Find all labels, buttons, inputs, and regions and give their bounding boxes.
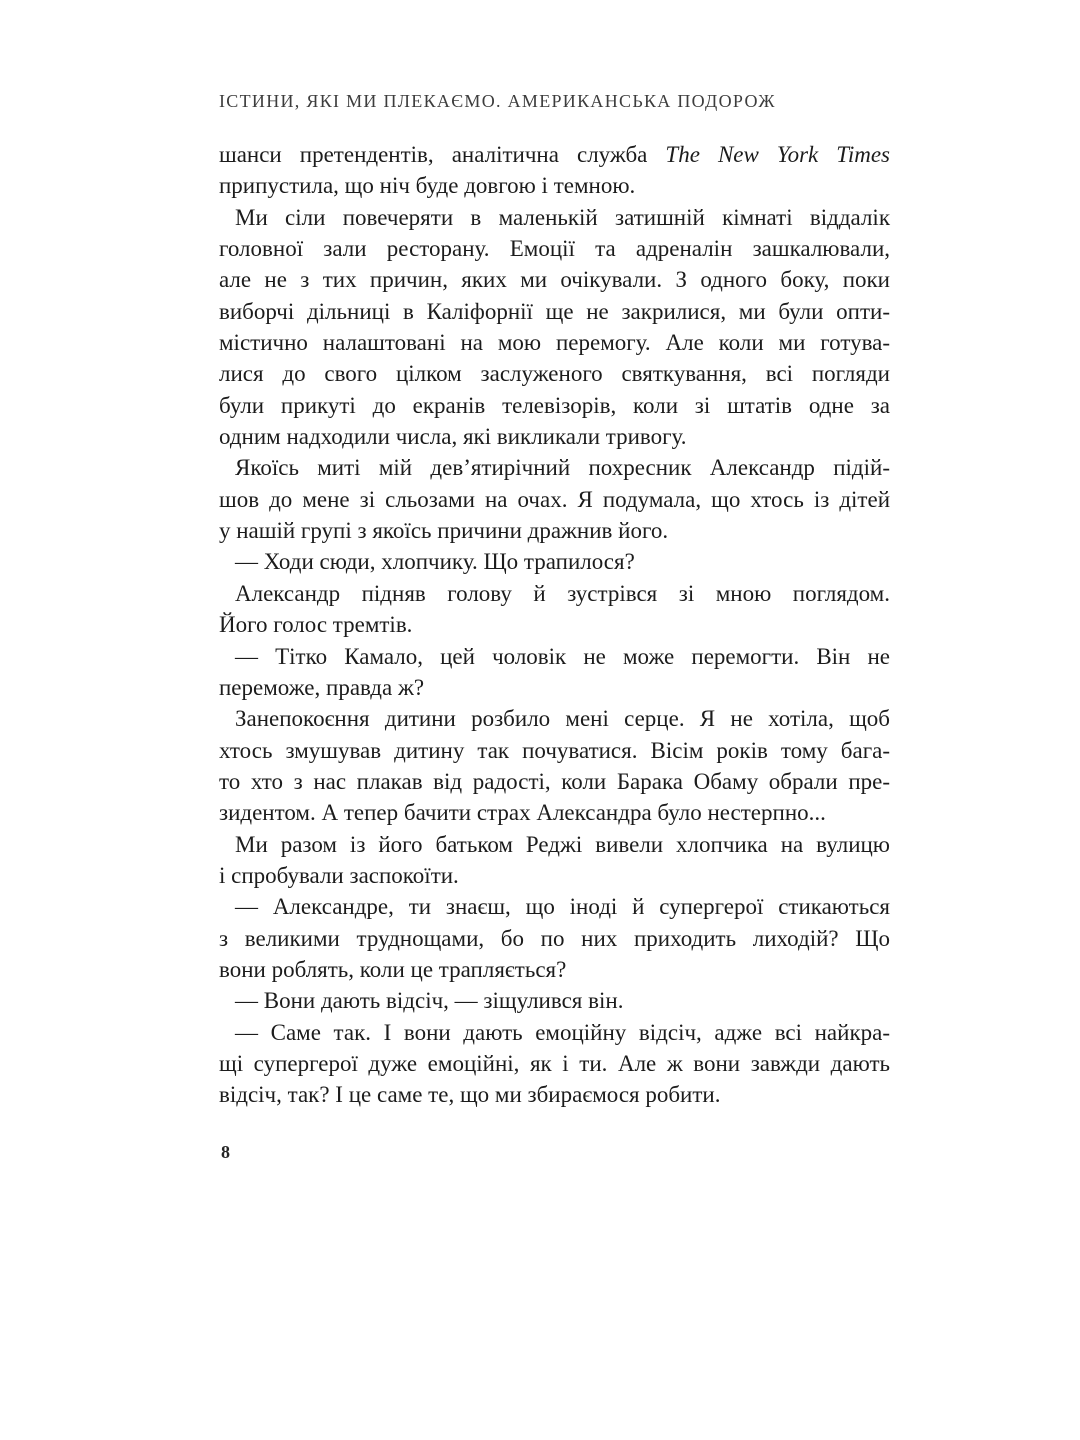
text-line: Ми сіли повечеряти в маленькій затишній кімнаті віддалік <box>235 204 890 230</box>
paragraph <box>219 202 890 453</box>
text-line: — Саме так. І вони дають емоційну відсіч, адже всі найкра- <box>235 1019 890 1045</box>
paragraph <box>219 578 890 641</box>
text-line: Його голос тремтів. <box>219 612 413 638</box>
plain-text: шанси претендентів, аналітична служба <box>219 142 666 167</box>
paragraph <box>219 985 890 1016</box>
paragraph <box>219 1017 890 1111</box>
text-line: зидентом. А тепер бачити страх Александра було нестерпно... <box>219 800 826 826</box>
text-line: припустила, що ніч буде довгою і темною. <box>219 173 636 199</box>
text-line: Александр підняв голову й зустрівся зі мною поглядом. <box>235 580 890 606</box>
text-line: виборчі дільниці в Каліфорнії ще не закрилися, ми були опти- <box>219 298 890 324</box>
text-line: були прикуті до екранів телевізорів, коли зі штатів одне за <box>219 392 890 418</box>
body-text <box>219 139 890 1111</box>
text-line: — Александре, ти знаєш, що іноді й супергерої стикаються <box>235 894 890 920</box>
paragraph <box>219 641 890 704</box>
text-line: Занепокоєння дитини розбило мені серце. Я не хотіла, щоб <box>235 706 890 732</box>
text-line: Ми разом із його батьком Реджі вивели хлопчика на вулицю <box>235 831 890 857</box>
running-header: ІСТИНИ, ЯКІ МИ ПЛЕКАЄМО. АМЕРИКАНСЬКА ПОДОРОЖ <box>219 91 776 111</box>
text-line: містично налаштовані на мою перемогу. Але коли ми готува- <box>219 330 890 356</box>
text-line: відсіч, так? І це саме те, що ми збираємося робити. <box>219 1082 721 1108</box>
paragraph <box>219 891 890 985</box>
text-line: — Вони дають відсіч, — зіщулився він. <box>235 988 624 1014</box>
text-line: але не з тих причин, яких ми очікували. З одного боку, поки <box>219 267 890 293</box>
text-line: — Ходи сюди, хлопчику. Що трапилося? <box>235 549 635 575</box>
text-line: у нашій групі з якоїсь причини дражнив його. <box>219 518 669 544</box>
text-line: — Тітко Камало, цей чоловік не може перемогти. Він не <box>235 643 890 669</box>
text-line: головної зали ресторану. Емоції та адреналін зашкалювали, <box>219 236 890 262</box>
paragraph <box>219 703 890 828</box>
text-line <box>219 139 890 170</box>
page-number: 8 <box>221 1142 230 1162</box>
text-line: хтось змушував дитину так почуватися. Вісім років тому бага- <box>219 737 890 763</box>
paragraph <box>219 546 890 577</box>
text-line: вони роблять, коли це трапляється? <box>219 956 567 982</box>
paragraph <box>219 452 890 546</box>
italic-text: The New York Times <box>665 142 890 167</box>
text-line: переможе, правда ж? <box>219 674 425 700</box>
paragraph <box>219 829 890 892</box>
paragraph <box>219 139 890 202</box>
text-line: щі супергерої дуже емоційні, як і ти. Але ж вони завжди дають <box>219 1050 890 1076</box>
text-line: шов до мене зі сльозами на очах. Я подумала, що хтось із дітей <box>219 486 890 512</box>
text-line: і спробували заспокоїти. <box>219 862 459 888</box>
text-line: Якоїсь миті мій дев’ятирічний похресник Александр підій- <box>235 455 890 481</box>
text-line: з великими труднощами, бо по них приходить лиходій? Що <box>219 925 890 951</box>
text-line: лися до свого цілком заслуженого святкування, всі погляди <box>219 361 890 387</box>
text-line: то хто з нас плакав від радості, коли Барака Обаму обрали пре- <box>219 768 890 794</box>
text-line: одним надходили числа, які викликали тривогу. <box>219 424 687 450</box>
